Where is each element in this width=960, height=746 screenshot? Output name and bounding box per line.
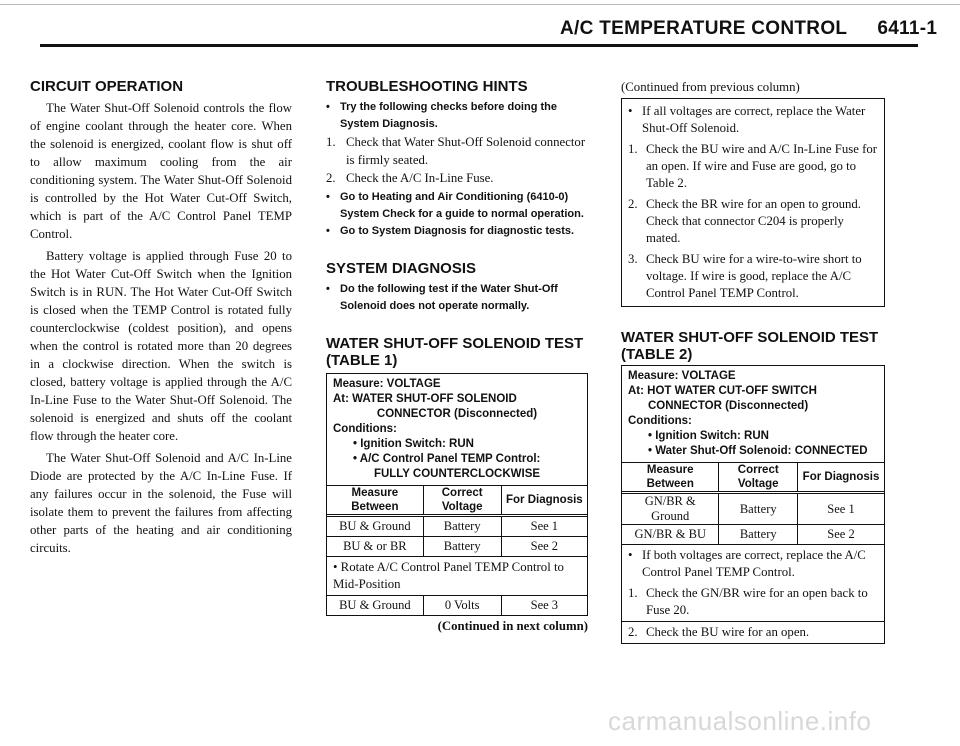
table2-heading-line2: (TABLE 2) xyxy=(621,346,693,363)
bullet-icon: • xyxy=(628,548,633,562)
step-number: 3. xyxy=(628,252,638,266)
table2-heading-line1: WATER SHUT-OFF SOLENOID TEST xyxy=(621,329,879,346)
cell-between: GN/BR & BU xyxy=(622,525,719,545)
circuit-paragraph-1: The Water Shut-Off Solenoid controls the flow of engine coolant through the heater core. When the solenoid is energized, coolant flow is shut off to allow maximum cooling from the air conditioning system. The Water Shut-Off Solenoid is controlled by the Hot Water Cut-Off Switch, which is part of the A/C Control Panel TEMP Control. xyxy=(30,101,292,241)
table1-cond-2: • A/C Control Panel TEMP Control: xyxy=(353,453,541,465)
table2-col-diagnosis: For Diagnosis xyxy=(798,463,884,493)
bullet-icon: • xyxy=(326,225,330,237)
bullet-icon: • xyxy=(326,191,330,203)
table2-bullet xyxy=(622,545,884,583)
table2-heading xyxy=(621,329,885,363)
table1-cond-3: FULLY COUNTERCLOCKWISE xyxy=(373,468,541,480)
continued-step-3 xyxy=(622,249,884,304)
table2-col-measure: Measure Between xyxy=(622,463,719,493)
table2-col-voltage: Correct Voltage xyxy=(719,463,798,493)
troubleshooting-bullet-3-text: Go to System Diagnosis for diagnostic tests. xyxy=(340,225,575,237)
table2-connector: CONNECTOR (Disconnected) xyxy=(648,400,809,412)
table2-header-row xyxy=(622,463,884,493)
table2-measure: Measure: VOLTAGE xyxy=(628,370,736,382)
cell-between: BU & Ground xyxy=(327,596,423,616)
continued-bullet-text: If all voltages are correct, replace the Water Shut-Off Solenoid. xyxy=(642,104,866,135)
table1-grid xyxy=(327,485,587,557)
table1-header-row xyxy=(327,486,587,516)
cell-voltage: Battery xyxy=(423,537,501,557)
troubleshooting-bullet-2-text: Go to Heating and Air Conditioning (6410-0) System Check for a guide to normal operation. xyxy=(340,191,584,220)
cell-between: BU & Ground xyxy=(327,516,423,537)
table2-cond-1: • Ignition Switch: RUN xyxy=(648,430,769,442)
table1-col-diagnosis: For Diagnosis xyxy=(501,486,587,516)
table-row xyxy=(327,537,587,557)
circuit-paragraph-2: Battery voltage is applied through Fuse 20 to the Hot Water Cut-Off Switch when the Ignition Switch is in RUN. The Hot Water Cut-Off Switch is closed when the TEMP Control is rotated fully counterclockwise (coldest position), and opens when the control is rotated more than 20 degrees in a clockwise direction. When the switch is closed, battery voltage is applied through the A/C In-Line Fuse to the Water Shut-Off Solenoid. The solenoid is energized and shuts off the coolant flow through the heater core. xyxy=(30,249,292,443)
table2-step-1 xyxy=(622,583,884,621)
step-number: 2. xyxy=(628,197,638,211)
troubleshooting-bullet-1 xyxy=(326,99,588,133)
table2-conditions xyxy=(622,366,884,462)
cell-between: GN/BR & Ground xyxy=(622,493,719,525)
system-diagnosis-bullet-text: Do the following test if the Water Shut-Off Solenoid does not operate normally. xyxy=(340,283,558,312)
table2-step-2 xyxy=(622,621,884,643)
table2-step-1-text: Check the GN/BR wire for an open back to Fuse 20. xyxy=(646,586,868,617)
continued-step-1-text: Check the BU wire and A/C In-Line Fuse for an open. If wire and Fuse are good, go to Table 2. xyxy=(646,142,878,190)
troubleshooting-bullet-1-text: Try the following checks before doing the System Diagnosis. xyxy=(340,101,557,130)
header-rule xyxy=(40,44,918,47)
troubleshooting-bullet-2 xyxy=(326,189,588,223)
step-number: 2. xyxy=(628,625,638,639)
continued-next-column: (Continued in next column) xyxy=(437,619,588,633)
table1-cond-1: • Ignition Switch: RUN xyxy=(353,438,474,450)
cell-diagnosis: See 3 xyxy=(501,596,587,616)
cell-voltage: 0 Volts xyxy=(423,596,501,616)
continued-step-2 xyxy=(622,194,884,249)
continued-column xyxy=(621,78,885,644)
troubleshooting-step-2 xyxy=(326,169,588,187)
table2-bullet-text: If both voltages are correct, replace the A/C Control Panel TEMP Control. xyxy=(642,548,866,579)
table1-heading-line2: (TABLE 1) xyxy=(326,352,398,369)
table2-cond-2: • Water Shut-Off Solenoid: CONNECTED xyxy=(648,445,868,457)
step-number: 1. xyxy=(628,586,638,600)
table1-connector: CONNECTOR (Disconnected) xyxy=(376,408,538,420)
table2-conditions-label: Conditions: xyxy=(628,415,692,427)
table1-measure: Measure: VOLTAGE xyxy=(333,378,441,390)
continued-step-1 xyxy=(622,139,884,194)
troubleshooting-step-1 xyxy=(326,133,588,169)
cell-diagnosis: See 1 xyxy=(501,516,587,537)
table-row xyxy=(622,493,884,525)
cell-diagnosis: See 2 xyxy=(798,525,884,545)
bullet-icon: • xyxy=(326,101,330,113)
page-number: 6411-1 xyxy=(877,18,938,39)
cell-voltage: Battery xyxy=(423,516,501,537)
troubleshooting-step-1-text: Check that Water Shut-Off Solenoid connector is firmly seated. xyxy=(346,135,586,167)
cell-between: BU & or BR xyxy=(327,537,423,557)
continued-step-2-text: Check the BR wire for an open to ground. Check that connector C204 is properly mated. xyxy=(646,197,862,245)
cell-diagnosis: See 1 xyxy=(798,493,884,525)
system-diagnosis-bullet xyxy=(326,281,588,315)
continued-bullet xyxy=(622,101,884,139)
table2-grid xyxy=(622,462,884,545)
table-row xyxy=(327,516,587,537)
table1-conditions-label: Conditions: xyxy=(333,423,397,435)
system-diagnosis-heading: SYSTEM DIAGNOSIS xyxy=(326,260,477,277)
troubleshooting-step-2-text: Check the A/C In-Line Fuse. xyxy=(346,171,494,185)
troubleshooting-bullet-3 xyxy=(326,223,588,240)
table-row xyxy=(622,525,884,545)
header-title: A/C TEMPERATURE CONTROL xyxy=(560,18,848,39)
bullet-icon: • xyxy=(628,104,633,118)
table2-box xyxy=(621,365,885,644)
table1-heading-line1: WATER SHUT-OFF SOLENOID TEST xyxy=(326,335,584,352)
table1-box xyxy=(326,373,588,616)
circuit-operation-column xyxy=(30,78,292,557)
table2-step-2-text: Check the BU wire for an open. xyxy=(646,625,810,639)
table1-col-voltage: Correct Voltage xyxy=(423,486,501,516)
table1-conditions xyxy=(327,374,587,485)
step-number: 1. xyxy=(628,142,638,156)
scan-top-line xyxy=(0,4,960,5)
page-header xyxy=(560,18,937,40)
watermark: carmanualsonline.info xyxy=(608,706,872,736)
continued-box xyxy=(621,98,885,307)
circuit-operation-heading: CIRCUIT OPERATION xyxy=(30,78,184,95)
table1-col-measure: Measure Between xyxy=(327,486,423,516)
step-number: 1. xyxy=(326,135,336,149)
troubleshooting-heading: TROUBLESHOOTING HINTS xyxy=(326,78,528,95)
table1-grid-2 xyxy=(327,595,587,615)
table1-rotate-note: • Rotate A/C Control Panel TEMP Control to Mid-Position xyxy=(333,560,564,591)
continued-previous-column: (Continued from previous column) xyxy=(621,80,800,94)
troubleshooting-column xyxy=(326,78,588,635)
table1-at: At: WATER SHUT-OFF SOLENOID xyxy=(333,393,517,405)
cell-voltage: Battery xyxy=(719,493,798,525)
continued-step-3-text: Check BU wire for a wire-to-wire short to voltage. If wire is good, replace the A/C Control Panel TEMP Control. xyxy=(646,252,862,300)
circuit-paragraph-3: The Water Shut-Off Solenoid and A/C In-Line Diode are protected by the A/C In-Line Fuse. If any failures occur in the solenoid, the Fuse will isolate them to prevent the failures from affecting other parts of the heating and air conditioning circuits. xyxy=(30,451,292,555)
bullet-icon: • xyxy=(326,283,330,295)
table-row xyxy=(327,596,587,616)
cell-voltage: Battery xyxy=(719,525,798,545)
step-number: 2. xyxy=(326,171,336,185)
table2-at: At: HOT WATER CUT-OFF SWITCH xyxy=(628,385,817,397)
cell-diagnosis: See 2 xyxy=(501,537,587,557)
table1-heading xyxy=(326,335,588,369)
